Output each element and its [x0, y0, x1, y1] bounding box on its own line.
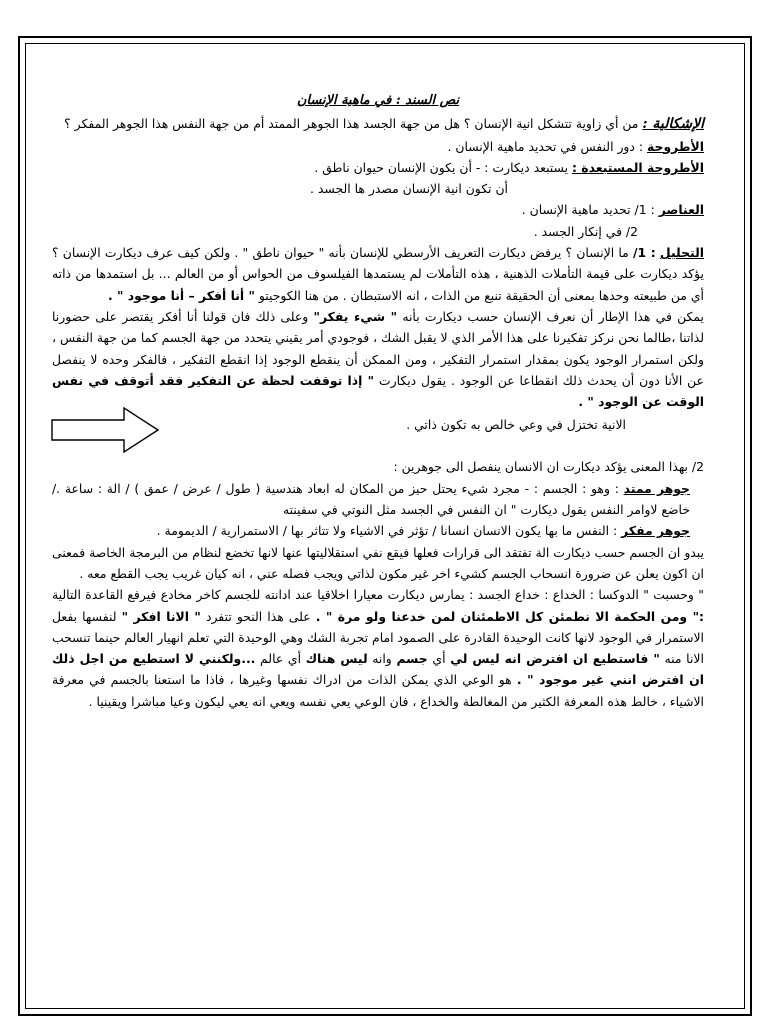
analysis-text-1: ما الإنسان ؟ يرفض ديكارت التعريف الأرسطي للإنسان بأنه " حيوان ناطق " . ولكن كيف عرف ديكارت الإنسان ؟ يؤكد ديكارت على قيمة التأملات الذهنية ، هذه التأملات لم يستمدها الفيلسوف من الحواس أو من العالم ... بل استمدها من ذاته أي من طبيعته وحدها بمعنى أن الحقيقة تنبع من الذات ، انه الاستبطان . من هنا الكوجيتو — [52, 245, 704, 303]
doxa-paragraph — [52, 584, 704, 712]
extended-substance-paragraph — [52, 478, 704, 521]
thinking-substance-text: : النفس ما بها يكون الانسان انسانا / تؤثر في الاشياء ولا تتاثر بها / الاستمرارية / الديمومة . — [156, 523, 618, 539]
doxa-word-no-there: ليس هناك — [305, 651, 368, 667]
right-arrow-icon — [50, 406, 162, 454]
thinking-thing-quote: " شيء يفكر" — [313, 308, 398, 324]
analysis-text-2a: يمكن في هذا الإطار أن نعرف الإنسان حسب ديكارت بأنه — [402, 308, 704, 324]
doxa-text-e: لنفسها بفعل الاستمرار في الوجود لانها كانت الوحيدة القادرة على الصمود امام تجربة الشك وهي الوحيدة التي تعلم انهيار العالم حينما تنسحب الانا منه — [52, 608, 704, 667]
analysis-paragraph-1 — [52, 242, 704, 306]
cogito-quote: " أنا أفكر – أنا موجود " . — [108, 287, 255, 303]
document-title: نص السند : في ماهية الإنسان — [296, 93, 460, 108]
section2-intro: 2/ بهذا المعنى يؤكد ديكارت ان الانسان ينفصل الى جوهرين : — [393, 459, 704, 475]
doxa-word-and-that: وانه — [372, 651, 392, 667]
thinking-substance-paragraph — [52, 520, 704, 541]
thesis-text: : دور النفس في تحديد ماهية الإنسان . — [447, 138, 644, 154]
excluded-thesis-text-2: أن تكون انية الإنسان مصدر ها الجسد . — [310, 181, 508, 197]
conclusion-text: الانية تختزل في وعي خالص به تكون ذاتي . — [406, 417, 626, 433]
doxa-text-m: هو الوعي الذي يمكن الذات من ادراك نفسها وغيرها ، فاذا ما استعنا بالجسم في معرفة الاشياء ، خالط هذه المعرفة الكثير من المغالطة والخداع ، فان الوعي يعي نفسه ويعي انه يعي ليكون وعيا مباشرا ويقينيا . — [52, 672, 704, 709]
analysis-number: : 1/ — [633, 245, 656, 261]
excluded-thesis-line — [52, 157, 704, 178]
elements-label: العناصر — [658, 202, 704, 218]
doxa-word-ay: أي — [432, 651, 446, 667]
thinking-substance-label: جوهر مفكر — [621, 523, 690, 539]
doxa-word-any-world: أي عالم — [260, 651, 302, 667]
body-machine-paragraph: يبدو ان الجسم حسب ديكارت الة تفتقد الى قرارات فعلها فيقع نفي استقلاليتها عنها لانها تخضع لنظام من البرمجة الخاصة فمعنى ان اكون يعلن عن ضرورة انسحاب الجسم كشيء اخر غير مكون لذاتي ويجب فصله عني ، انه كيان غريب يجب القطع معه . — [52, 544, 704, 581]
extended-substance-label: جوهر ممتد — [623, 480, 690, 496]
excluded-thesis-label: الأطروحة المستبعدة : — [572, 159, 704, 175]
excluded-thesis-text-1: يستبعد ديكارت : - أن يكون الإنسان حيوان ناطق . — [314, 159, 569, 175]
problematic-paragraph — [52, 113, 704, 135]
wisdom-quote: :" ومن الحكمة الا نطمئن كل الاطمئنان لمن خدعنا ولو مرة " . — [315, 608, 704, 624]
suppose-quote-end: ...ولكنني لا استطيع من اجل ذلك ان افترض انني غير موجود " . — [52, 651, 704, 688]
document-body — [52, 90, 704, 712]
doxa-word-body: جسم — [396, 651, 428, 667]
extended-substance-text: : وهو : الجسم : - مجرد شيء يحتل حيز من المكان له ابعاد هندسية ( طول / عرض / عمق ) / الة : ساعة ./ خاضع لاوامر النفس يقول ديكارت " ان النفس في الجسد مثل النوتي في سفينته — [52, 480, 690, 518]
conclusion-arrow-row — [52, 412, 704, 456]
thesis-label: الأطروحة — [647, 138, 704, 154]
problematic-label: الإشكالية : — [642, 116, 704, 133]
elements-line — [52, 199, 704, 220]
i-think-quote: " الانا افكر " — [121, 608, 201, 624]
doxa-text-c: على هذا النحو تتفرد — [205, 608, 311, 624]
problematic-text: من أي زاوية تتشكل انية الإنسان ؟ هل من جهة الجسد هذا الجوهر الممتد أم من جهة النفس هذا الجوهر المفكر ؟ — [64, 116, 639, 132]
elements-item-2: 2/ في إنكار الجسد . — [533, 223, 638, 239]
suppose-quote-start: " فاستطيع ان افترض انه ليس لي — [450, 651, 660, 667]
analysis-label: التحليل — [659, 245, 704, 261]
analysis-text-2c: وعلى ذلك فان قولنا أنا أفكر يقتصر على حضورنا لذاتنا ،طالما نحن نركز تفكيرنا على هذا الأمر الذي لا يقبل الشك ، فوجودي أمر يقيني يتحدد من جهة الجسم كما من جهة النفس ، ولكن استمرار الوجود يكون بمقدار استمرار التفكير ، ومن الممكن أن ينقطع الوجود إذا انقطع التفكير ، فالفكر وحده لا ينفصل عن الأنا دون أن يحدث ذلك انقطاعا عن الوجود . يقول ديكارت — [52, 308, 704, 388]
doxa-text-a: " وحسبت " الدوكسا : الخداع : خداع الجسد : يمارس ديكارت معيارا اخلاقيا عند ادانته للجسم كاخر مخادع فيرفع القاعدة التالية — [52, 587, 704, 603]
elements-item-1: : 1/ تحديد ماهية الإنسان . — [521, 202, 655, 218]
analysis-paragraph-2 — [52, 306, 704, 412]
descartes-quote: " إذا توقفت لحظة عن التفكير فقد أتوقف في نفس الوقت عن الوجود " . — [52, 372, 704, 410]
thesis-line — [52, 136, 704, 157]
